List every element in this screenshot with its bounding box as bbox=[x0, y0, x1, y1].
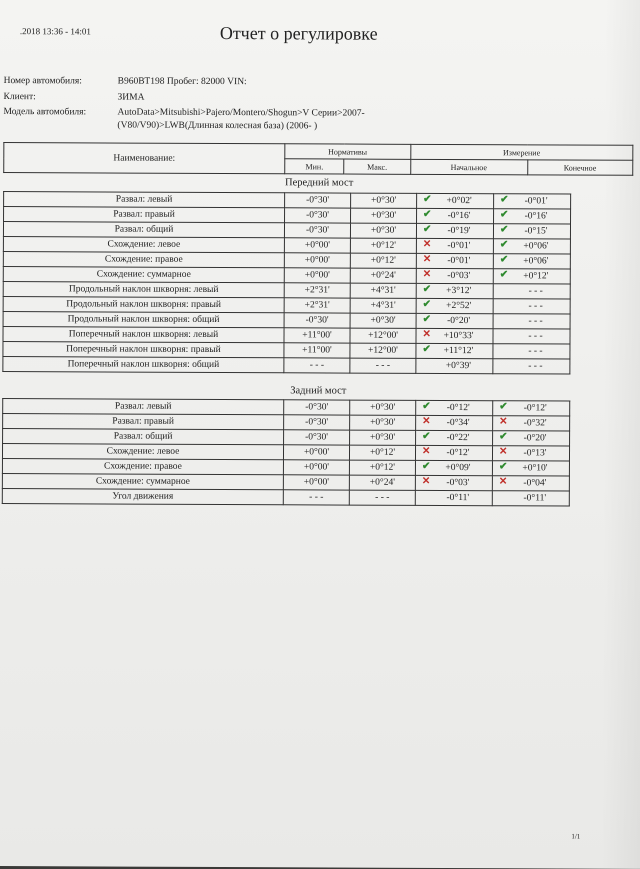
row-final bbox=[492, 461, 569, 476]
row-name: Поперечный наклон шкворня: правый bbox=[3, 342, 284, 358]
info-value-model-cont: (V80/V90)>LWB(Длинная колесная база) (2006- ) bbox=[117, 120, 318, 132]
row-initial bbox=[416, 238, 493, 253]
col-header-measure: Измерение bbox=[410, 144, 633, 160]
measure-value: -0°13' bbox=[523, 448, 547, 459]
row-max: +12°00' bbox=[350, 343, 416, 358]
measure-value: -0°34' bbox=[446, 417, 470, 429]
col-header-min: Мин. bbox=[285, 159, 344, 174]
row-initial bbox=[416, 400, 493, 415]
row-final bbox=[493, 299, 570, 314]
check-icon: ✔ bbox=[499, 401, 508, 413]
row-final bbox=[493, 344, 570, 359]
check-icon: ✔ bbox=[422, 283, 432, 295]
measure-value: +10°33' bbox=[443, 330, 474, 342]
page-title: Отчет о регулировке bbox=[219, 23, 378, 44]
row-final bbox=[493, 329, 570, 344]
row-max: +0°30' bbox=[350, 223, 416, 238]
measure-value: +11°12' bbox=[443, 345, 474, 357]
row-name: Схождение: левое bbox=[3, 237, 284, 253]
measure-value: -0°20' bbox=[523, 433, 547, 444]
row-min: +0°00' bbox=[284, 268, 350, 283]
measure-value: -0°01' bbox=[447, 240, 471, 252]
row-max: +0°30' bbox=[350, 415, 416, 430]
row-final bbox=[493, 239, 570, 254]
row-initial bbox=[416, 415, 493, 430]
measure-value: -0°19' bbox=[447, 225, 471, 237]
row-name: Развал: левый bbox=[4, 192, 285, 208]
row-min: +0°00' bbox=[283, 475, 349, 490]
measure-value: - - - bbox=[528, 301, 543, 312]
row-initial bbox=[416, 283, 493, 298]
row-final bbox=[492, 446, 569, 461]
row-min: -0°30' bbox=[285, 208, 351, 223]
row-name: Развал: правый bbox=[4, 207, 285, 223]
row-max: +0°12' bbox=[349, 445, 415, 460]
row-name: Развал: общий bbox=[3, 429, 284, 445]
row-max: +0°12' bbox=[350, 253, 416, 268]
row-min: +2°31' bbox=[284, 298, 350, 313]
measure-value: +0°39' bbox=[445, 360, 471, 372]
row-name: Схождение: суммарное bbox=[2, 474, 283, 490]
cross-icon: ✕ bbox=[421, 445, 431, 457]
col-header-name: Наименование: bbox=[4, 143, 285, 174]
cross-icon: ✕ bbox=[422, 268, 432, 280]
table-header bbox=[3, 142, 633, 176]
page-number: 1/1 bbox=[571, 832, 581, 841]
row-final bbox=[493, 359, 570, 374]
row-min: - - - bbox=[284, 358, 350, 373]
row-initial bbox=[416, 223, 493, 238]
check-icon: ✔ bbox=[422, 313, 432, 325]
row-min: -0°30' bbox=[284, 400, 350, 415]
row-initial bbox=[416, 343, 493, 358]
row-final bbox=[493, 284, 570, 299]
row-min: +0°00' bbox=[284, 238, 350, 253]
cross-icon: ✕ bbox=[498, 446, 508, 458]
info-value-model: AutoData>Mitsubishi>Pajero/Montero/Shogun>V Серии>2007- bbox=[117, 107, 365, 119]
check-icon: ✔ bbox=[499, 239, 509, 251]
row-name: Продольный наклон шкворня: левый bbox=[3, 282, 284, 298]
row-min: +11°00' bbox=[284, 328, 350, 343]
measure-value: -0°11' bbox=[523, 493, 547, 504]
row-max: +0°12' bbox=[350, 238, 416, 253]
row-name: Поперечный наклон шкворня: общий bbox=[3, 357, 284, 373]
measure-value: +0°06' bbox=[523, 256, 549, 267]
row-min: -0°30' bbox=[284, 313, 350, 328]
row-initial bbox=[416, 268, 493, 283]
measure-value: -0°32' bbox=[523, 418, 547, 429]
measure-value: -0°03' bbox=[446, 477, 470, 489]
row-max: +0°12' bbox=[349, 460, 415, 475]
info-label-plate: Номер автомобиля: bbox=[3, 76, 82, 87]
col-header-initial: Начальное bbox=[410, 159, 527, 175]
row-max: +0°30' bbox=[351, 193, 417, 208]
row-initial bbox=[416, 313, 493, 328]
check-icon: ✔ bbox=[500, 194, 509, 206]
check-icon: ✔ bbox=[422, 298, 432, 310]
row-initial bbox=[416, 298, 493, 313]
measure-value: -0°12' bbox=[446, 402, 470, 414]
row-initial bbox=[415, 460, 492, 475]
row-max: +0°24' bbox=[350, 268, 416, 283]
row-final bbox=[493, 254, 570, 269]
row-name: Продольный наклон шкворня: правый bbox=[3, 297, 284, 313]
measure-value: -0°16' bbox=[524, 211, 548, 222]
check-icon: ✔ bbox=[423, 208, 432, 220]
col-header-norms: Нормативы bbox=[285, 144, 411, 160]
measure-value: - - - bbox=[528, 361, 543, 372]
check-icon: ✔ bbox=[499, 254, 509, 266]
section-title-rear: Задний мост bbox=[290, 385, 347, 397]
check-icon: ✔ bbox=[500, 209, 509, 221]
row-final bbox=[494, 209, 571, 224]
row-name: Угол движения bbox=[2, 489, 283, 505]
page-shadow bbox=[601, 0, 640, 869]
row-initial bbox=[416, 358, 493, 373]
measure-value: - - - bbox=[528, 316, 543, 327]
row-initial bbox=[417, 193, 494, 208]
col-header-final: Конечное bbox=[527, 160, 632, 175]
row-final bbox=[493, 401, 570, 416]
measure-value: -0°15' bbox=[524, 226, 548, 237]
measure-value: -0°16' bbox=[447, 210, 471, 222]
measure-value: -0°12' bbox=[446, 447, 470, 459]
row-max: - - - bbox=[350, 358, 416, 373]
measure-value: -0°04' bbox=[523, 478, 547, 489]
check-icon: ✔ bbox=[499, 431, 508, 443]
front-axle-table bbox=[2, 191, 571, 374]
row-final bbox=[494, 194, 571, 209]
measure-value: +0°02' bbox=[446, 195, 472, 207]
measure-value: +0°09' bbox=[445, 462, 471, 474]
row-initial bbox=[416, 253, 493, 268]
info-label-client: Клиент: bbox=[3, 92, 36, 103]
cross-icon: ✕ bbox=[421, 475, 431, 487]
measure-value: +0°10' bbox=[522, 463, 548, 474]
info-label-model: Модель автомобиля: bbox=[3, 107, 87, 118]
row-initial bbox=[416, 430, 493, 445]
check-icon: ✔ bbox=[422, 400, 431, 412]
row-max: +0°30' bbox=[351, 208, 417, 223]
check-icon: ✔ bbox=[499, 224, 509, 236]
row-name: Схождение: правое bbox=[3, 252, 284, 268]
check-icon: ✔ bbox=[423, 193, 432, 205]
row-min: -0°30' bbox=[284, 223, 350, 238]
row-max: +12°00' bbox=[350, 328, 416, 343]
rear-axle-table bbox=[2, 398, 570, 506]
cross-icon: ✕ bbox=[498, 476, 508, 488]
cross-icon: ✕ bbox=[422, 415, 431, 427]
measure-value: -0°03' bbox=[447, 270, 471, 282]
row-name: Развал: общий bbox=[3, 222, 284, 238]
measure-value: -0°12' bbox=[523, 403, 547, 414]
cross-icon: ✕ bbox=[499, 416, 508, 428]
row-name: Схождение: суммарное bbox=[3, 267, 284, 283]
cross-icon: ✕ bbox=[422, 238, 432, 250]
row-name: Схождение: правое bbox=[2, 459, 283, 475]
cross-icon: ✕ bbox=[422, 253, 432, 265]
row-initial bbox=[415, 475, 492, 490]
row-min: -0°30' bbox=[285, 193, 351, 208]
row-min: +0°00' bbox=[283, 460, 349, 475]
row-max: +0°30' bbox=[350, 430, 416, 445]
row-initial bbox=[415, 490, 492, 505]
row-name: Продольный наклон шкворня: общий bbox=[3, 312, 284, 328]
row-max: +0°30' bbox=[350, 400, 416, 415]
check-icon: ✔ bbox=[421, 460, 431, 472]
row-final bbox=[492, 476, 569, 491]
row-initial bbox=[416, 328, 493, 343]
row-min: -0°30' bbox=[284, 430, 350, 445]
measure-value: -0°20' bbox=[447, 315, 471, 327]
measure-value: - - - bbox=[528, 331, 543, 342]
measure-value: +0°06' bbox=[523, 241, 549, 252]
row-final bbox=[493, 416, 570, 431]
table-row bbox=[2, 489, 569, 506]
measure-value: -0°01' bbox=[524, 196, 548, 207]
measure-value: - - - bbox=[528, 346, 543, 357]
check-icon: ✔ bbox=[422, 343, 431, 355]
row-max: - - - bbox=[349, 490, 415, 505]
section-title-front: Передний мост bbox=[285, 177, 354, 189]
row-initial bbox=[417, 208, 494, 223]
row-min: +11°00' bbox=[284, 343, 350, 358]
row-final bbox=[493, 224, 570, 239]
measure-value: -0°22' bbox=[446, 432, 470, 444]
cross-icon: ✕ bbox=[422, 328, 431, 340]
row-name: Развал: правый bbox=[3, 414, 284, 430]
row-min: - - - bbox=[283, 490, 349, 505]
measure-value: -0°01' bbox=[447, 255, 471, 267]
row-min: -0°30' bbox=[284, 415, 350, 430]
row-min: +0°00' bbox=[283, 445, 349, 460]
measure-value: +2°52' bbox=[446, 300, 472, 312]
info-value-client: ЗИМА bbox=[117, 92, 145, 103]
col-header-max: Макс. bbox=[344, 159, 410, 174]
measure-value: +3°12' bbox=[446, 285, 472, 297]
check-icon: ✔ bbox=[422, 223, 432, 235]
row-max: +0°30' bbox=[350, 313, 416, 328]
row-min: +2°31' bbox=[284, 283, 350, 298]
row-final bbox=[492, 491, 569, 506]
table-row bbox=[3, 357, 570, 374]
measure-value: -0°11' bbox=[446, 492, 470, 504]
row-max: +4°31' bbox=[350, 298, 416, 313]
report-datetime: .2018 13:36 - 14:01 bbox=[19, 26, 91, 37]
row-final bbox=[493, 431, 570, 446]
row-final bbox=[493, 269, 570, 284]
row-name: Схождение: левое bbox=[2, 444, 283, 460]
row-initial bbox=[415, 445, 492, 460]
row-min: +0°00' bbox=[284, 253, 350, 268]
row-name: Поперечный наклон шкворня: левый bbox=[3, 327, 284, 343]
check-icon: ✔ bbox=[422, 430, 431, 442]
measure-value: +0°12' bbox=[523, 271, 549, 282]
row-max: +4°31' bbox=[350, 283, 416, 298]
check-icon: ✔ bbox=[498, 461, 508, 473]
check-icon: ✔ bbox=[499, 269, 509, 281]
info-value-plate: В960ВТ198 Пробег: 82000 VIN: bbox=[117, 76, 247, 88]
measure-value: - - - bbox=[528, 286, 543, 297]
row-name: Развал: левый bbox=[3, 399, 284, 415]
row-final bbox=[493, 314, 570, 329]
row-max: +0°24' bbox=[349, 475, 415, 490]
